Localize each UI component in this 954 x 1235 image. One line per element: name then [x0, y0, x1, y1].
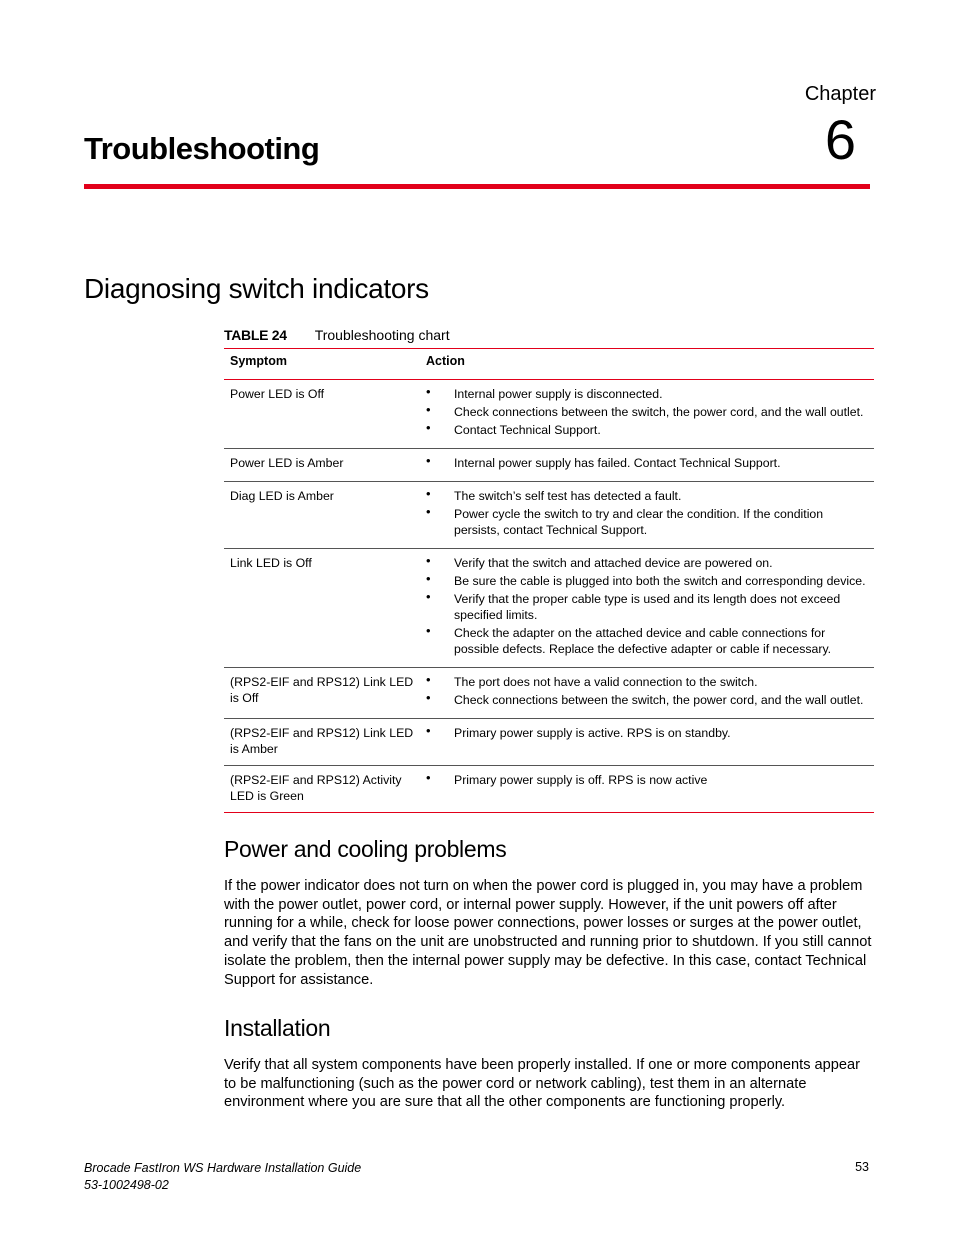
bullet-icon: •: [426, 553, 431, 568]
bullet-icon: •: [426, 623, 431, 638]
bullet-icon: •: [426, 504, 431, 519]
symptom-cell: (RPS2-EIF and RPS12) Link LED is Amber: [224, 719, 420, 766]
action-list: [426, 555, 868, 657]
section-title: Diagnosing switch indicators: [84, 273, 429, 304]
action-item: [426, 386, 868, 402]
symptom-cell: Diag LED is Amber: [224, 482, 420, 549]
action-item: [426, 555, 868, 571]
action-cell: [420, 482, 874, 549]
action-item: [426, 591, 868, 623]
bullet-icon: •: [426, 770, 431, 785]
installation-heading: Installation: [224, 1015, 331, 1041]
table-row: [224, 549, 874, 668]
action-item: [426, 573, 868, 589]
symptom-cell: (RPS2-EIF and RPS12) Link LED is Off: [224, 668, 420, 719]
action-item: [426, 725, 868, 741]
action-text: Be sure the cable is plugged into both the switch and corresponding device.: [454, 574, 866, 588]
bullet-icon: •: [426, 690, 431, 705]
action-text: Primary power supply is off. RPS is now active: [454, 773, 708, 787]
table-body: [224, 380, 874, 813]
action-text: Check the adapter on the attached device and cable connections for possible defects. Replace the defective adapter or cable if necessary.: [454, 626, 832, 656]
footer-page-number: 53: [855, 1160, 869, 1174]
action-text: Check connections between the switch, the power cord, and the wall outlet.: [454, 693, 864, 707]
action-text: Power cycle the switch to try and clear the condition. If the condition persists, contact Technical Support.: [454, 507, 824, 537]
table-caption-text: Troubleshooting chart: [314, 327, 450, 343]
action-cell: [420, 449, 874, 482]
troubleshooting-table: [224, 348, 874, 813]
action-item: [426, 772, 868, 788]
chapter-number: 6: [824, 108, 856, 171]
footer-doc-title: Brocade FastIron WS Hardware Installation Guide: [84, 1161, 362, 1175]
bullet-icon: •: [426, 672, 431, 687]
bullet-icon: •: [426, 384, 431, 399]
table-row: [224, 482, 874, 549]
action-cell: [420, 549, 874, 668]
action-item: [426, 506, 868, 538]
action-text: Internal power supply has failed. Contact Technical Support.: [454, 456, 781, 470]
action-list: [426, 455, 868, 471]
symptom-cell: (RPS2-EIF and RPS12) Activity LED is Green: [230, 773, 402, 803]
action-text: Verify that the switch and attached device are powered on.: [454, 556, 773, 570]
table-row: [224, 449, 874, 482]
column-header-action: Action: [420, 349, 874, 380]
chapter-rule: [84, 184, 870, 189]
action-cell: [420, 380, 874, 449]
action-list: [426, 772, 868, 788]
chapter-label: Chapter: [804, 83, 876, 105]
action-item: [426, 488, 868, 504]
bullet-icon: •: [426, 589, 431, 604]
bullet-icon: •: [426, 723, 431, 738]
action-text: Verify that the proper cable type is used and its length does not exceed specified limits.: [454, 592, 841, 622]
table-caption: [224, 327, 450, 343]
action-text: Check connections between the switch, the power cord, and the wall outlet.: [454, 405, 864, 419]
symptom-cell: Power LED is Amber: [224, 449, 420, 482]
table-number: TABLE 24: [224, 327, 287, 343]
symptom-cell: Link LED is Off: [224, 549, 420, 668]
action-cell: [420, 766, 874, 813]
action-item: [426, 692, 868, 708]
action-text: Primary power supply is active. RPS is on standby.: [454, 726, 731, 740]
table-row: [224, 766, 874, 813]
action-cell: [420, 668, 874, 719]
bullet-icon: •: [426, 453, 431, 468]
symptom-cell: Power LED is Off: [224, 380, 420, 449]
action-list: [426, 386, 868, 438]
chapter-title: Troubleshooting: [84, 131, 320, 166]
action-item: [426, 455, 868, 471]
bullet-icon: •: [426, 402, 431, 417]
column-header-symptom: Symptom: [224, 349, 420, 380]
action-item: [426, 674, 868, 690]
action-text: The switch’s self test has detected a fault.: [454, 489, 682, 503]
action-cell: [420, 719, 874, 766]
power-cooling-heading: Power and cooling problems: [224, 836, 507, 862]
installation-paragraph: Verify that all system components have been properly installed. If one or more components appear to be malfunctioning (such as the power cord or network cabling), test them in an alternate environment where you are sure that all the other components are functioning properly.: [224, 1057, 860, 1111]
table-row: [224, 380, 874, 449]
action-list: [426, 488, 868, 538]
bullet-icon: •: [426, 486, 431, 501]
action-text: Internal power supply is disconnected.: [454, 387, 663, 401]
table-row: [224, 668, 874, 719]
action-list: [426, 725, 868, 741]
action-text: Contact Technical Support.: [454, 423, 601, 437]
action-item: [426, 422, 868, 438]
action-item: [426, 625, 868, 657]
power-cooling-paragraph: If the power indicator does not turn on when the power cord is plugged in, you may have a problem with the power outlet, power cord, or internal power supply. However, if the unit powers off after running for a while, check for loose power connections, power losses or surges at the power outlet, and verify that the fans on the unit are unobstructed and running prior to shutdown. If you still cannot isolate the problem, then the internal power supply may be defective. In this case, contact Technical Support for assistance.: [224, 878, 872, 988]
bullet-icon: •: [426, 420, 431, 435]
action-item: [426, 404, 868, 420]
bullet-icon: •: [426, 571, 431, 586]
footer-doc-number: 53-1002498-02: [84, 1178, 169, 1192]
action-list: [426, 674, 868, 708]
table-row: [224, 719, 874, 766]
action-text: The port does not have a valid connection to the switch.: [454, 675, 758, 689]
footer-doc-info: [84, 1160, 361, 1194]
